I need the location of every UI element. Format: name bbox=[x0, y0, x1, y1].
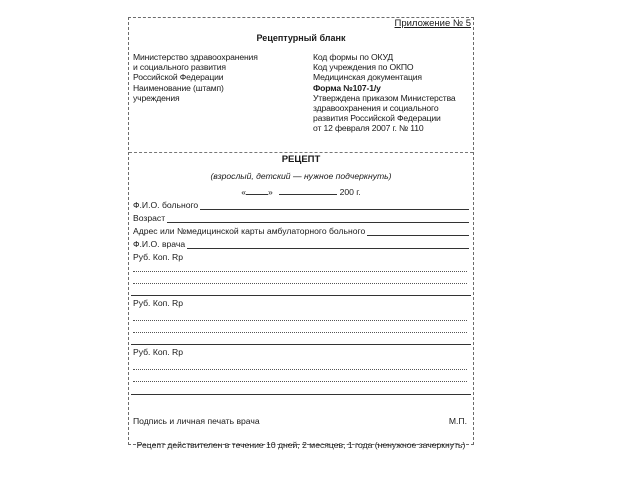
header-left-line: Наименование (штамп) bbox=[133, 82, 224, 93]
prescription-form bbox=[128, 17, 474, 450]
dotted-line[interactable] bbox=[133, 381, 467, 382]
section-divider bbox=[131, 344, 471, 345]
recipe-subtitle: (взрослый, детский — нужное подчеркнуть) bbox=[210, 171, 392, 181]
address-field[interactable] bbox=[133, 226, 469, 236]
header-divider bbox=[129, 152, 473, 153]
header-right-line: Код формы по ОКУД bbox=[313, 52, 394, 62]
blank-title: Рецептурный бланк bbox=[256, 33, 346, 43]
patient-name-label: Ф.И.О. больного bbox=[133, 200, 199, 210]
dotted-line[interactable] bbox=[133, 271, 467, 272]
dotted-line[interactable] bbox=[133, 369, 467, 370]
header-right-line: развития Российской Федерации bbox=[313, 113, 441, 124]
header-left-line: Российской Федерации bbox=[133, 72, 224, 83]
form-number: Форма №107-1/у bbox=[313, 82, 381, 93]
rp-label: Руб. Коп. Rp bbox=[133, 252, 184, 262]
signature-label: Подпись и личная печать врача bbox=[133, 416, 260, 426]
year-suffix: 200 г. bbox=[339, 187, 361, 197]
day-blank[interactable] bbox=[246, 186, 268, 195]
header-right-line: здравоохранения и социального bbox=[313, 103, 439, 114]
header-left-line: Министерство здравоохранения bbox=[133, 52, 258, 62]
dotted-line[interactable] bbox=[133, 320, 467, 321]
signature-row bbox=[133, 416, 467, 426]
age-label: Возраст bbox=[133, 213, 166, 223]
address-label: Адрес или №медицинской карты амбулаторного больного bbox=[133, 226, 366, 236]
header-right-line: Медицинская документация bbox=[313, 72, 422, 83]
header-left-line: и социального развития bbox=[133, 62, 226, 73]
date-open-quote: « bbox=[241, 187, 246, 197]
stamp-label: М.П. bbox=[448, 416, 467, 426]
rp-label: Руб. Коп. Rp bbox=[133, 298, 184, 308]
dotted-line[interactable] bbox=[133, 332, 467, 333]
header-left bbox=[133, 52, 303, 103]
header-right-line: Утверждена приказом Министерства bbox=[313, 92, 456, 103]
age-field[interactable] bbox=[133, 213, 469, 223]
rp-label: Руб. Коп. Rp bbox=[133, 347, 184, 357]
recipe-title: РЕЦЕПТ bbox=[281, 154, 321, 165]
validity-note: Рецепт действителен в течение 10 дней, 2 месяцев, 1 года (ненужное зачеркнуть) bbox=[136, 440, 466, 450]
dotted-line[interactable] bbox=[133, 283, 467, 284]
patient-name-field[interactable] bbox=[133, 200, 469, 210]
section-divider bbox=[131, 394, 471, 395]
date-line bbox=[129, 186, 473, 197]
month-blank[interactable] bbox=[279, 186, 337, 195]
patient-name-line[interactable] bbox=[200, 201, 469, 210]
doctor-name-field[interactable] bbox=[133, 239, 469, 249]
annex-label: Приложение № 5 bbox=[394, 18, 471, 29]
address-line[interactable] bbox=[367, 227, 469, 236]
header-right-line: от 12 февраля 2007 г. № 110 bbox=[313, 123, 424, 134]
section-divider bbox=[131, 295, 471, 296]
header-right-line: Код учреждения по ОКПО bbox=[313, 62, 414, 73]
header-left-line: учреждения bbox=[133, 92, 180, 103]
date-close-quote: » bbox=[268, 187, 273, 197]
header-right bbox=[313, 52, 473, 134]
doctor-name-label: Ф.И.О. врача bbox=[133, 239, 186, 249]
doctor-name-line[interactable] bbox=[187, 240, 469, 249]
age-line[interactable] bbox=[167, 214, 469, 223]
